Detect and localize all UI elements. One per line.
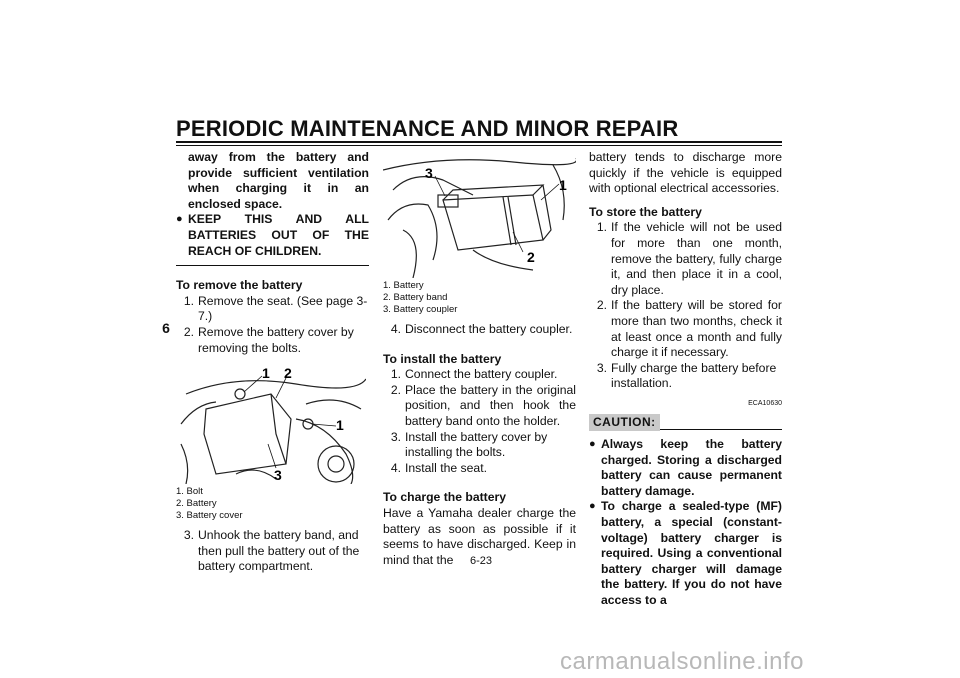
list-item: 4. Disconnect the battery coupler. xyxy=(390,322,573,336)
figure-legend: 1. Battery 2. Battery band 3. Battery coupler xyxy=(383,280,458,315)
list-item: 3. Unhook the battery band, and then pull the battery out of the battery compartment. xyxy=(183,528,360,574)
list-item: 2. Place the battery in the original position, and then hook the battery band onto the holder. xyxy=(390,382,576,428)
callout-2: 2 xyxy=(284,365,292,382)
column-2 xyxy=(383,150,576,568)
warning-end-rule xyxy=(176,265,369,266)
bullet-icon: ● xyxy=(589,500,596,513)
caution-label: CAUTION: xyxy=(589,414,660,432)
warning-bullet: ● KEEP THIS AND ALL BATTERIES OUT OF THE REACH OF CHILDREN. xyxy=(176,212,369,258)
charge-continuation: battery tends to discharge more quickly if the vehicle is equipped with optional electrical accessories. xyxy=(589,150,782,196)
list-item: 1. Remove the seat. (See page 3-7.) xyxy=(183,293,368,324)
page-title: PERIODIC MAINTENANCE AND MINOR REPAIR xyxy=(176,116,679,141)
caution-code: ECA10630 xyxy=(748,399,782,407)
warning-continuation: away from the battery and provide sufficient ventilation when charging it in an enclosed space. xyxy=(188,150,369,211)
battery-coupler-illustration xyxy=(383,150,576,278)
list-item: 4. Install the seat. xyxy=(390,460,487,475)
list-item: 3. Install the battery cover by installing the bolts. xyxy=(390,429,548,460)
figure-battery-coupler xyxy=(383,150,576,278)
watermark: carmanualsonline.info xyxy=(560,648,804,675)
column-1 xyxy=(176,150,369,575)
figure-legend: 1. Bolt 2. Battery 3. Battery cover xyxy=(176,486,243,522)
callout-1: 1 xyxy=(559,177,567,193)
list-item: 3. Fully charge the battery before installation. xyxy=(596,360,777,391)
list-item: 2. If the battery will be stored for more than two months, check it at least once a month and fully charge it if necessary. xyxy=(596,298,782,360)
page-number: 6-23 xyxy=(469,555,493,567)
caution-bullet: ● To charge a sealed-type (MF) battery, a special (constant-voltage) battery charger is required. Using a conventional battery charger will damage the battery. If you do not have access to a xyxy=(589,499,782,608)
figure-battery-cover xyxy=(176,364,369,484)
store-heading: To store the battery xyxy=(589,204,702,219)
bullet-icon: ● xyxy=(589,438,596,451)
callout-3: 3 xyxy=(274,467,282,484)
caution-bullet: ● Always keep the battery charged. Storing a discharged battery can cause permanent battery damage. xyxy=(589,437,782,498)
list-item: 2. Remove the battery cover by removing the bolts. xyxy=(183,324,354,355)
list-item: 1. If the vehicle will not be used for more than one month, remove the battery, fully charge it, and then place it in a cool, dry place. xyxy=(596,220,782,297)
list-item: 1. Connect the battery coupler. xyxy=(390,367,558,382)
chapter-tab: 6 xyxy=(162,320,170,336)
charge-heading: To charge the battery xyxy=(383,490,507,505)
caution-rule xyxy=(660,429,782,430)
charge-text: Have a Yamaha dealer charge the battery as soon as possible if it seems to have discharged. Keep in mind that the xyxy=(383,505,576,567)
battery-cover-illustration xyxy=(176,364,366,484)
callout-1b: 1 xyxy=(336,417,344,434)
callout-2: 2 xyxy=(527,249,535,265)
callout-1: 1 xyxy=(262,365,270,382)
title-rule-thin xyxy=(176,145,782,146)
install-heading: To install the battery xyxy=(383,351,502,366)
caution-header xyxy=(589,414,782,432)
bullet-icon: ● xyxy=(176,213,183,226)
column-3 xyxy=(589,150,782,609)
title-rule xyxy=(176,141,782,143)
remove-heading: To remove the battery xyxy=(176,278,303,293)
callout-3: 3 xyxy=(425,165,433,181)
